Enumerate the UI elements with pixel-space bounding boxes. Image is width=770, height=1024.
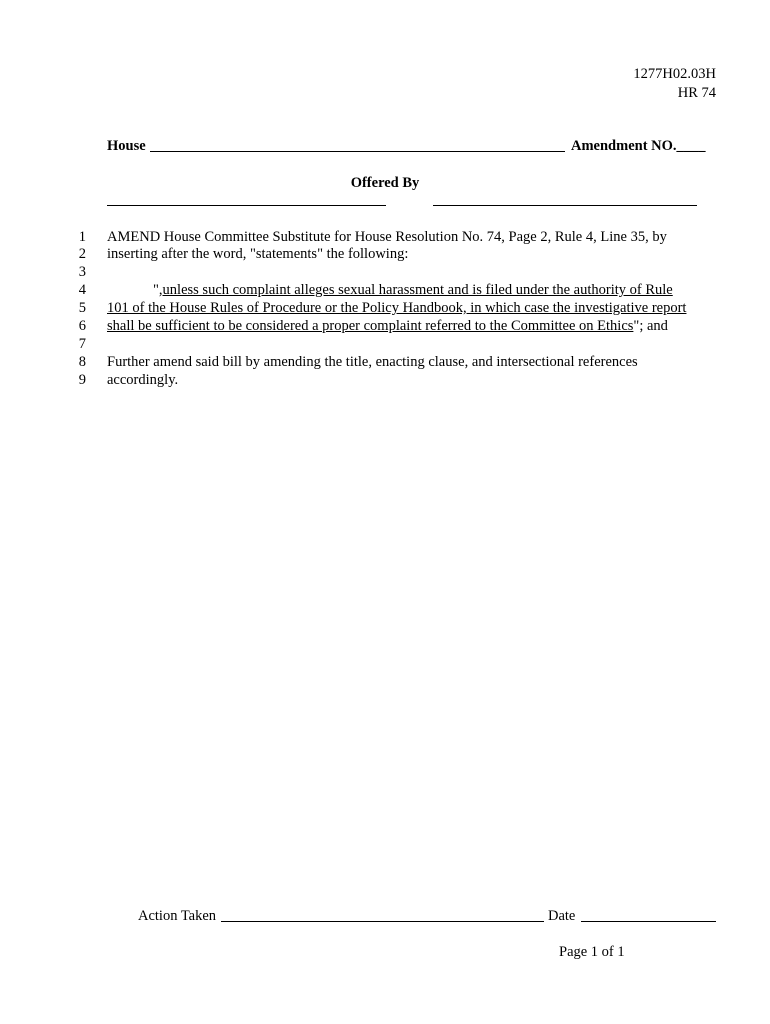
line-number: 8 — [78, 354, 86, 370]
house-blank-line — [150, 151, 565, 152]
bill-number: HR 74 — [677, 85, 716, 101]
action-taken-line — [221, 921, 544, 922]
page-number: Page 1 of 1 — [559, 944, 625, 960]
house-label: House — [107, 138, 146, 154]
document-id: 1277H02.03H — [633, 66, 716, 82]
body-line-2: inserting after the word, "statements" the following: — [107, 246, 409, 262]
inserted-text: ,unless such complaint alleges sexual harassment and is filed under the authority of Rule — [158, 282, 673, 298]
offered-by-line-left — [107, 205, 386, 206]
body-line-5: 101 of the House Rules of Procedure or the Policy Handbook, in which case the investigative report — [107, 300, 687, 316]
line-number: 4 — [78, 282, 86, 298]
date-label: Date — [548, 908, 576, 924]
line-number: 2 — [78, 246, 86, 262]
line-number: 9 — [78, 372, 86, 388]
date-line — [581, 921, 716, 922]
body-line-1: AMEND House Committee Substitute for House Resolution No. 74, Page 2, Rule 4, Line 35, by — [107, 229, 667, 245]
body-line-9: accordingly. — [107, 372, 179, 388]
action-taken-label: Action Taken — [138, 908, 217, 924]
line-number: 6 — [78, 318, 86, 334]
body-line-4: ",unless such complaint alleges sexual harassment and is filed under the authority of Rule — [153, 282, 673, 298]
body-line-6: shall be sufficient to be considered a proper complaint referred to the Committee on Ethics"; and — [107, 318, 668, 334]
body-line-8: Further amend said bill by amending the title, enacting clause, and intersectional references — [107, 354, 638, 370]
offered-by-line-right — [433, 205, 697, 206]
inserted-text: shall be sufficient to be considered a proper complaint referred to the Committee on Ethics — [107, 318, 634, 334]
offered-by-label: Offered By — [350, 175, 420, 191]
amendment-number-label: Amendment NO.____ — [571, 138, 706, 154]
line-number: 3 — [78, 264, 86, 280]
line-number: 5 — [78, 300, 86, 316]
line-number: 7 — [78, 336, 86, 352]
line-number: 1 — [78, 229, 86, 245]
